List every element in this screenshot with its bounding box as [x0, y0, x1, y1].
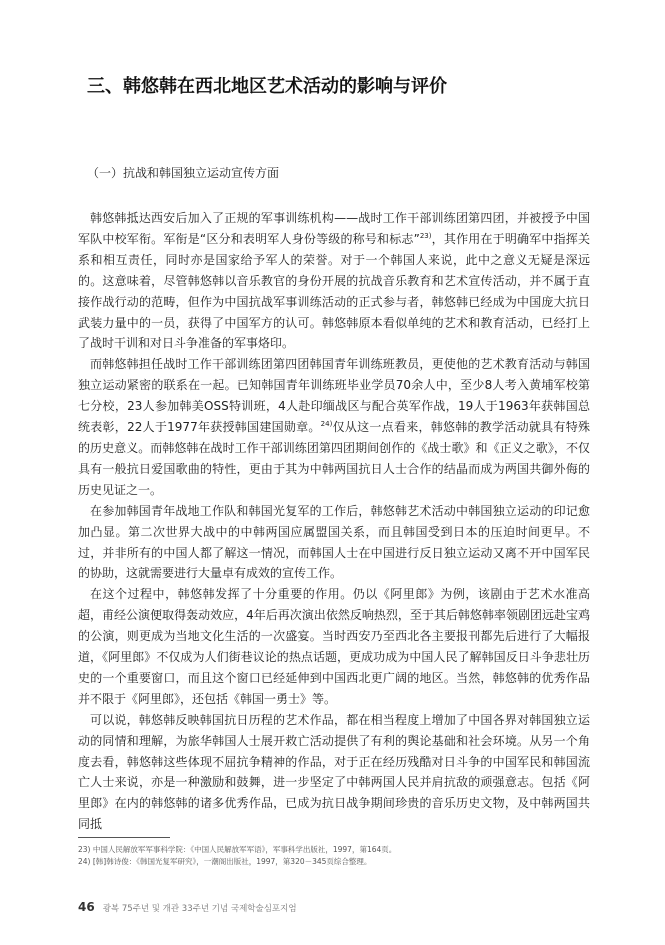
paragraph: 可以说，韩悠韩反映韩国抗日历程的艺术作品，都在相当程度上增加了中国各界对韩国独立运动的同情和理解，为旅华韩国人士展开救亡活动提供了有利的舆论基础和社会环境。从另一个角度去看，韩悠韩这些体现不屈抗争精神的作品，对于正在经历残酷对日斗争的中国军民和韩国流亡人士来说，亦是一种激励和鼓舞，进一步坚定了中韩两国人民并肩抗敌的顽强意志。包括《阿里郎》在内的韩悠韩的诸多优秀作品，已成为抗日战争期间珍贵的音乐历史文物，及中韩两国共同抵 — [78, 712, 590, 832]
paragraph: 在这个过程中，韩悠韩发挥了十分重要的作用。仍以《阿里郎》为例，该剧由于艺术水准高超，甫经公演便取得轰动效应，4年后再次演出依然反响热烈，至于其后韩悠韩率领剧团远赴宝鸡的公演，则更成为当地文化生活的一次盛宴。当时西安乃至西北各主要报刊都先后进行了大幅报道，《阿里郎》不仅成为人们街巷议论的热点话题，更成功成为中国人民了解韩国反日斗争悲壮历史的一个重要窗口，而且这个窗口已经延伸到中国西北更广阔的地区。当然，韩悠韩的优秀作品并不限于《阿里郎》，还包括《韩国一勇士》等。 — [78, 587, 590, 706]
footnote: 24) [韩]韩诗俊：《韩国光复军研究》，一潮阁出版社，1997，第320－345页综合整理。 — [78, 857, 372, 866]
footnotes — [78, 844, 598, 868]
paragraph: 而韩悠韩担任战时工作干部训练团第四团韩国青年训练班教员，更使他的艺术教育活动与韩国独立运动紧密的联系在一起。已知韩国青年训练班毕业学员70余人中，至少8人考入黄埔军校第七分校，23人参加韩美OSS特训班，4人赴印缅战区与配合英军作战，19人于1963年获韩国总统表彰，22人于1977年获授韩国建国勋章。$^{24)}$仅从这一点看来，韩悠韩的教学活动就具有特殊的历史意义。而韩悠韩在战时工作干部训练团第四团期间创作的《战士歌》和《正义之歌》，不仅具有一般抗日爱国歌曲的特性，更由于其为中韩两国抗日人士合作的结晶而成为两国共御外侮的历史见证之一。 — [78, 357, 590, 497]
footnote-ref: 23) — [419, 231, 432, 240]
footer-title: 광복 75주년 및 개관 33주년 기념 국제학술심포지엄 — [102, 904, 297, 914]
footnote: 23) 中国人民解放军军事科学院：《中国人民解放军军语》，军事科学出版社，1997，第164页。 — [78, 845, 397, 854]
subsection-heading: （一）抗战和韩国独立运动宣传方面 — [87, 166, 280, 180]
paragraph: 韩悠韩抵达西安后加入了正规的军事训练机构——战时工作干部训练团第四团，并被授予中国军队中校军衔。军衔是“区分和表明军人身份等级的称号和标志”$^{23)}$，其作用在于明确军中指挥关系和相互责任，同时亦是国家给予军人的荣誉。对于一个韩国人来说，此中之意义无疑是深远的。这意味着，尽管韩悠韩以音乐教官的身份开展的抗战音乐教育和艺术宣传活动，并不属于直接作战行动的范畴，但作为中国抗战军事训练活动的正式参与者，韩悠韩已经成为中国庞大抗日武装力量中的一员，获得了中国军方的认可。韩悠韩原本看似单纯的艺术和教育活动，已经打上了战时干训和对日斗争准备的军事烙印。 — [78, 211, 590, 351]
paragraph: 在参加韩国青年战地工作队和韩国光复军的工作后，韩悠韩艺术活动中韩国独立运动的印记愈加凸显。第二次世界大战中的中韩两国应属盟国关系，而且韩国受到日本的压迫时间更早。不过，并非所有的中国人都了解这一情况，而韩国人士在中国进行反日独立运动又离不开中国军民的协助，这就需要进行大量卓有成效的宣传工作。 — [78, 503, 590, 581]
section-heading: 三、韩悠韩在西北地区艺术活动的影响与评价 — [87, 76, 447, 97]
page-number: 46 — [78, 900, 95, 914]
page-footer — [78, 896, 297, 915]
footnote-divider — [78, 837, 170, 838]
body-text — [78, 208, 590, 835]
footnote-ref: 24) — [320, 420, 333, 429]
